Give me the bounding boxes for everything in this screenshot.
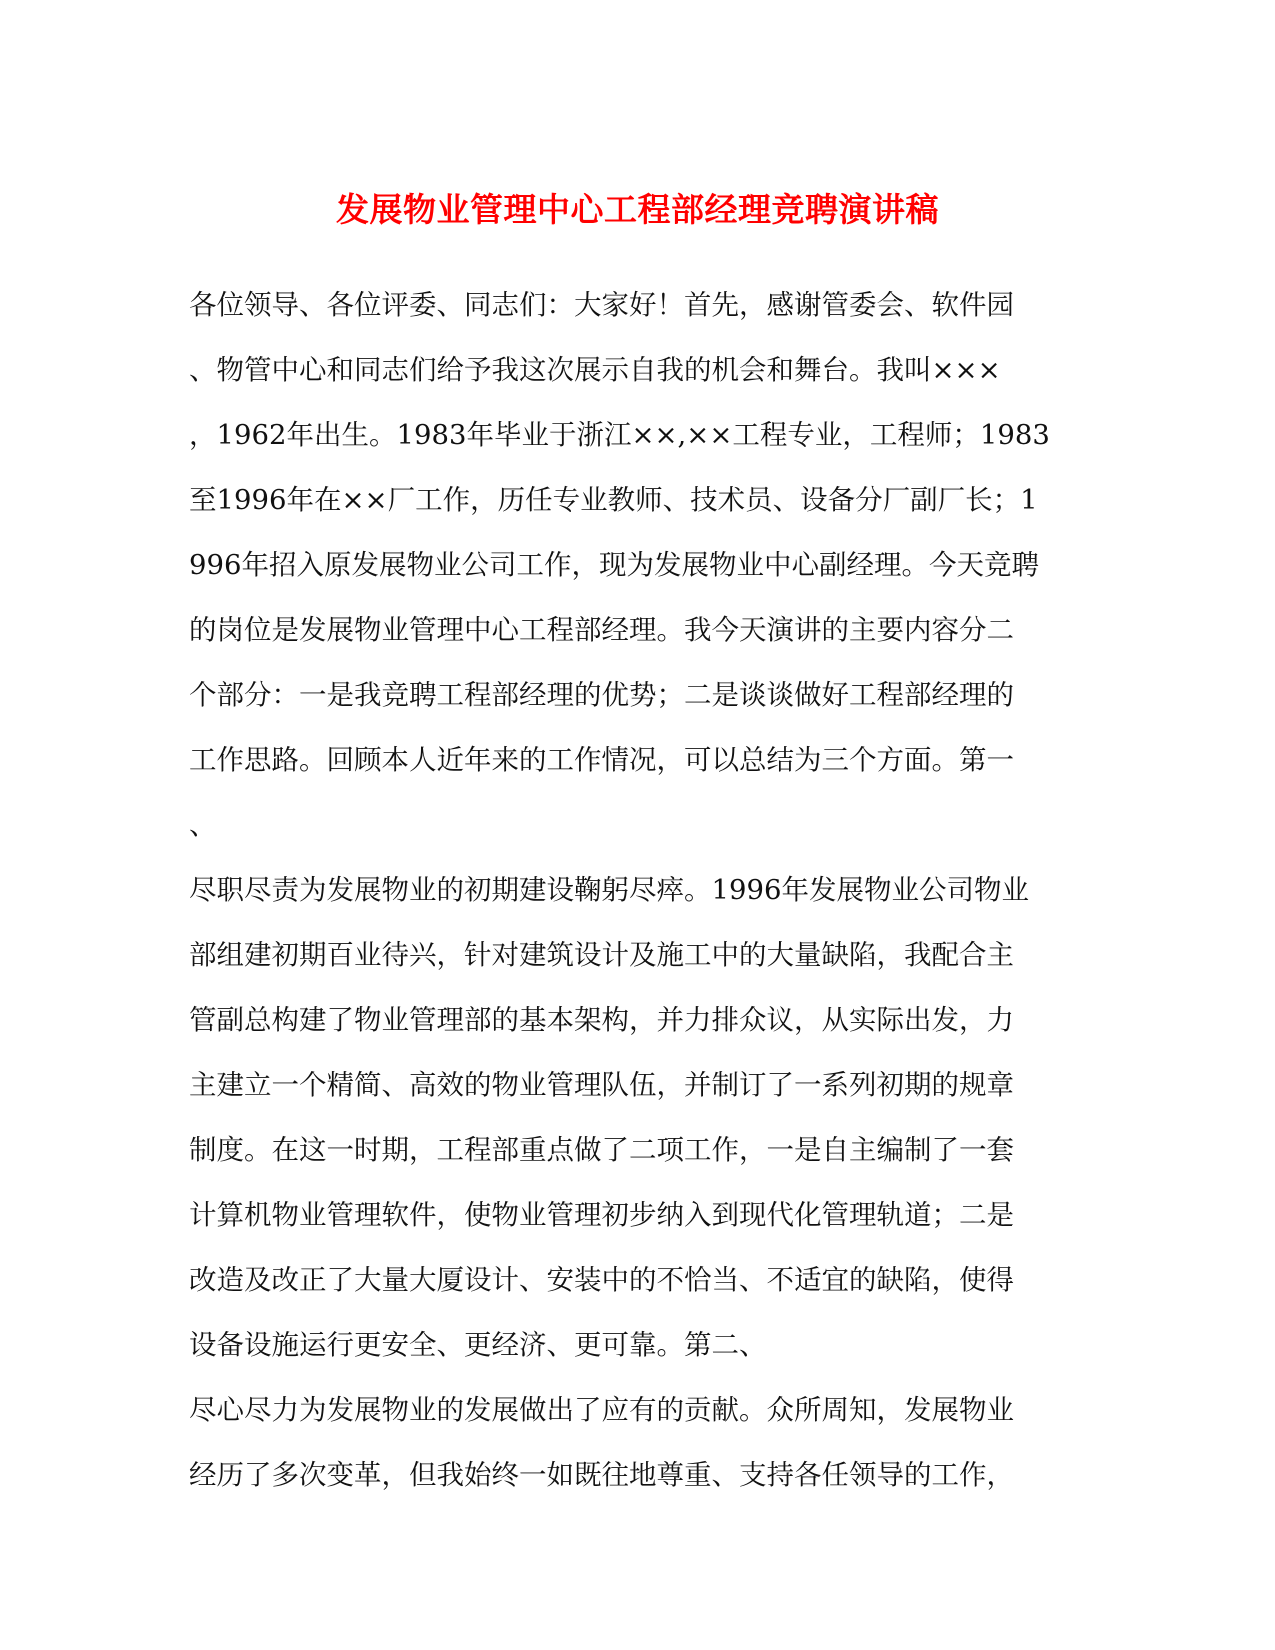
text-line: 996年招入原发展物业公司工作，现为发展物业中心副经理。今天竞聘 [189,549,1039,581]
text-line: 个部分：一是我竞聘工程部经理的优势；二是谈谈做好工程部经理的 [189,679,1014,711]
text-line: 主建立一个精简、高效的物业管理队伍，并制订了一系列初期的规章 [189,1069,1014,1101]
text-line: 各位领导、各位评委、同志们：大家好！首先，感谢管委会、软件园 [189,289,1014,321]
text-line: 、 [189,809,217,841]
text-line: 改造及改正了大量大厦设计、安装中的不恰当、不适宜的缺陷，使得 [189,1264,1014,1296]
text-line: 经历了多次变革，但我始终一如既往地尊重、支持各任领导的工作， [189,1459,1014,1491]
text-line: 尽职尽责为发展物业的初期建设鞠躬尽瘁。1996年发展物业公司物业 [189,874,1029,906]
text-line: 制度。在这一时期，工程部重点做了二项工作，一是自主编制了一套 [189,1134,1014,1166]
document-title: 发展物业管理中心工程部经理竞聘演讲稿 [336,190,939,230]
text-line: 尽心尽力为发展物业的发展做出了应有的贡献。众所周知，发展物业 [189,1394,1014,1426]
text-line: 部组建初期百业待兴，针对建筑设计及施工中的大量缺陷，我配合主 [189,939,1014,971]
text-line: 的岗位是发展物业管理中心工程部经理。我今天演讲的主要内容分二 [189,614,1014,646]
text-line: ，1962年出生。1983年毕业于浙江××,××工程专业，工程师；1983 [189,419,1050,451]
text-line: 管副总构建了物业管理部的基本架构，并力排众议，从实际出发，力 [189,1004,1014,1036]
text-line: 工作思路。回顾本人近年来的工作情况，可以总结为三个方面。第一 [189,744,1014,776]
text-line: 至1996年在××厂工作，历任专业教师、技术员、设备分厂副厂长；1 [189,484,1038,516]
text-line: 、物管中心和同志们给予我这次展示自我的机会和舞台。我叫××× [189,354,1001,386]
text-line: 设备设施运行更安全、更经济、更可靠。第二、 [189,1329,767,1361]
document-body [189,280,1089,1515]
text-line: 计算机物业管理软件，使物业管理初步纳入到现代化管理轨道；二是 [189,1199,1014,1231]
